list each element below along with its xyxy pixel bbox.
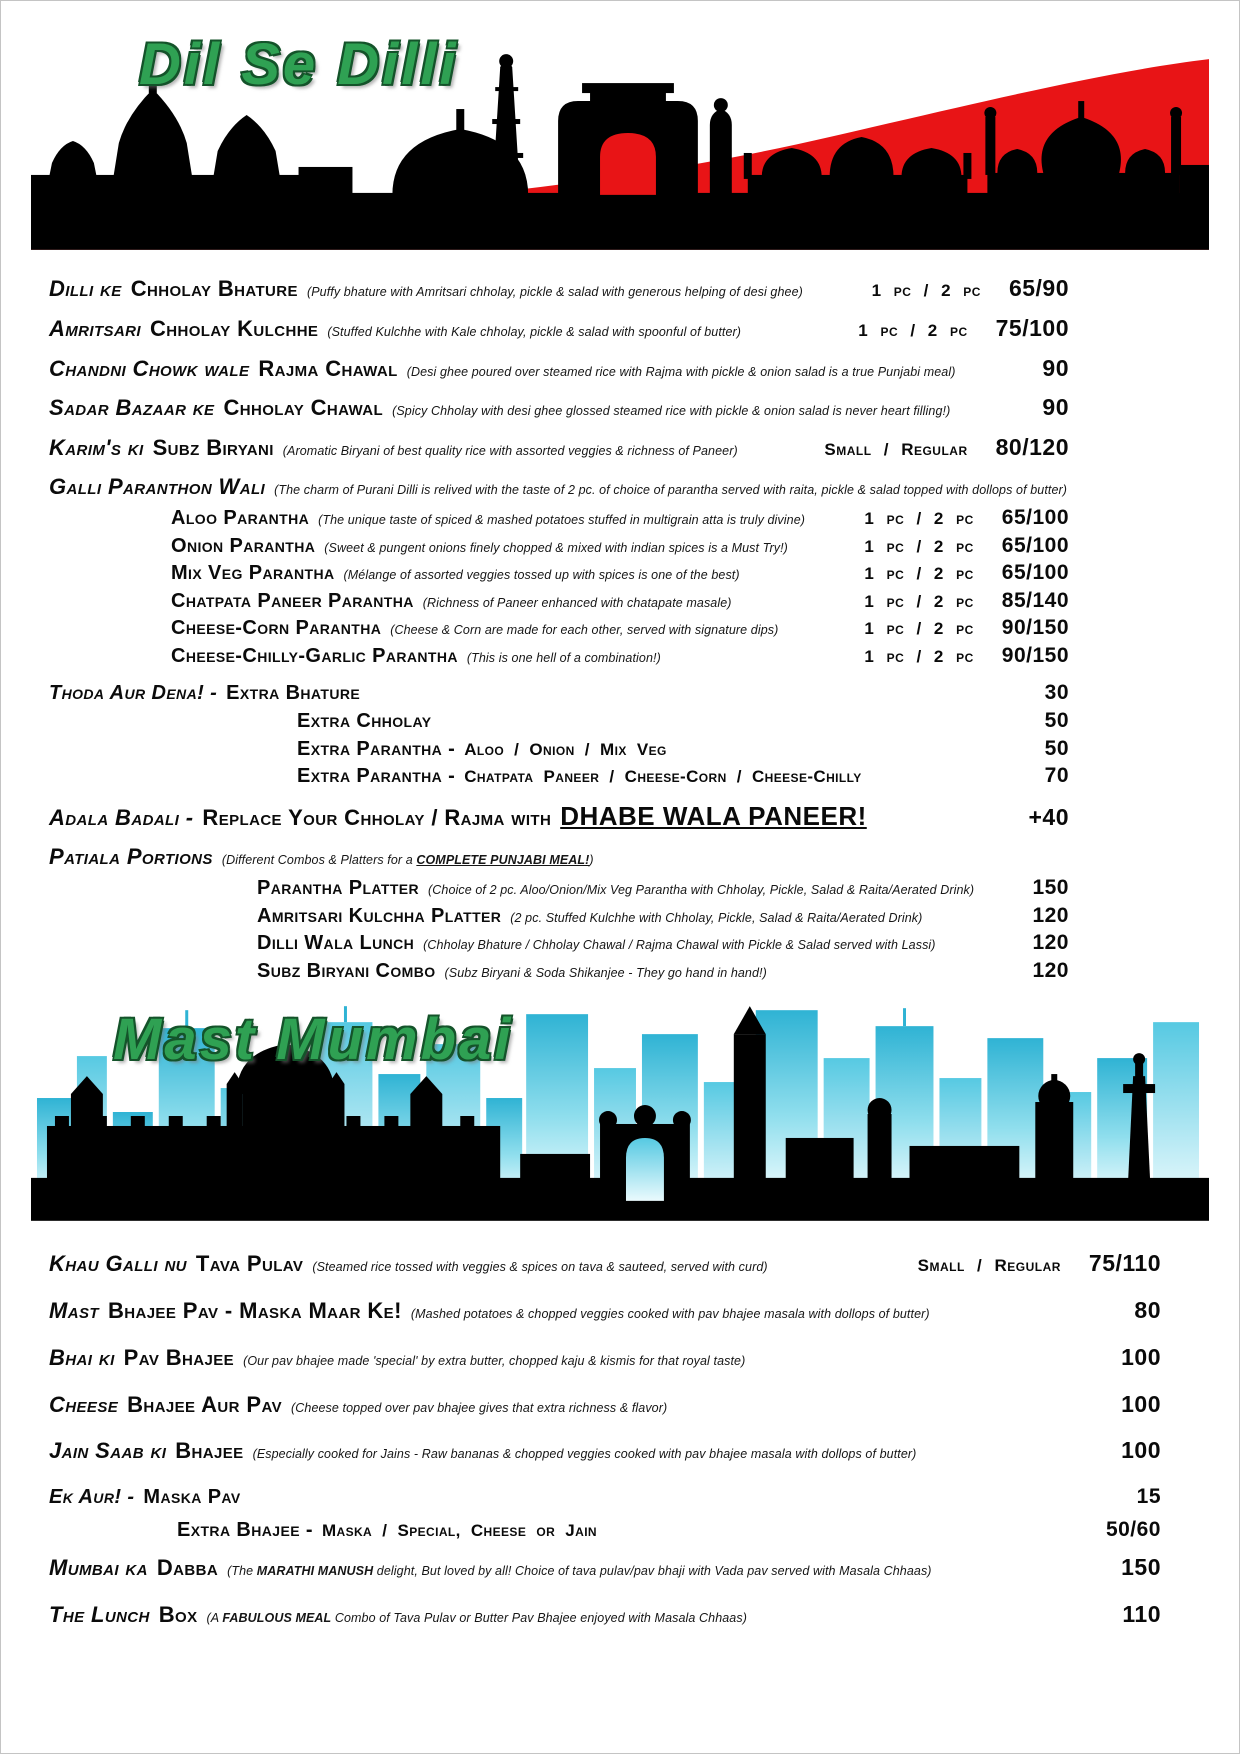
item-name: Tava Pulav bbox=[195, 1251, 304, 1277]
menu-item-row bbox=[49, 534, 1069, 558]
menu-item-row bbox=[49, 1485, 1161, 1509]
item-price: +40 bbox=[1028, 803, 1069, 830]
item-price: 120 bbox=[1032, 903, 1069, 927]
item-description-bold: MARATHI MANUSH bbox=[256, 1564, 374, 1579]
item-price: 150 bbox=[1121, 1554, 1161, 1581]
item-price: 150 bbox=[1032, 876, 1069, 900]
mumbai-skyline-illustration bbox=[31, 1006, 1209, 1221]
item-description: (This is one hell of a combination!) bbox=[466, 650, 661, 665]
item-name: Pav Bhajee bbox=[123, 1344, 235, 1370]
mumbai-menu-list bbox=[49, 1251, 1161, 1627]
menu-item-row bbox=[49, 1392, 1161, 1418]
item-description-bold: FABULOUS MEAL bbox=[222, 1610, 332, 1625]
menu-item-row bbox=[49, 506, 1069, 530]
item-description bbox=[207, 1611, 747, 1625]
item-description: (The charm of Purani Dilli is relived with the taste of 2 pc. of choice of parantha served with raita, pickle & salad topped with dollops of butter) bbox=[274, 482, 1068, 497]
item-name: Extra Bhajee - bbox=[177, 1518, 313, 1541]
item-name: Box bbox=[158, 1601, 198, 1627]
item-name-lead: Dilli ke bbox=[49, 276, 122, 301]
item-description: (Stuffed Kulchhe with Kale chholay, pickle & salad with spoonful of butter) bbox=[327, 324, 742, 339]
menu-item-row bbox=[49, 561, 1069, 585]
portion-label: 1 pc / 2 pc bbox=[864, 564, 974, 584]
item-description-pre: (Different Combos & Platters for a bbox=[221, 852, 417, 867]
item-price: 80/120 bbox=[995, 434, 1069, 460]
item-text-group bbox=[171, 562, 740, 584]
menu-item-row bbox=[49, 395, 1069, 421]
item-name-lead: Adala Badali - bbox=[49, 804, 194, 830]
item-price: 65/100 bbox=[1001, 533, 1069, 557]
item-name-lead: Jain Saab ki bbox=[49, 1438, 167, 1464]
menu-item-row bbox=[49, 904, 1069, 928]
item-price: 100 bbox=[1121, 1343, 1161, 1370]
item-description-post: ) bbox=[589, 852, 594, 867]
item-price: 90 bbox=[1042, 354, 1069, 381]
item-text-group bbox=[171, 617, 778, 639]
menu-item-row bbox=[49, 435, 1069, 461]
item-name-lead: Bhai ki bbox=[49, 1344, 115, 1370]
item-text-group bbox=[171, 590, 732, 612]
mumbai-banner bbox=[31, 1006, 1209, 1221]
delhi-section-title: Dil Se Dilli bbox=[139, 32, 459, 97]
item-price: 100 bbox=[1121, 1390, 1161, 1417]
menu-item-row bbox=[49, 589, 1069, 613]
item-text-group bbox=[49, 1252, 768, 1277]
portion-label: Small / Regular bbox=[824, 440, 968, 459]
menu-item-row bbox=[49, 1251, 1161, 1277]
item-name: Chholay Chawal bbox=[223, 395, 384, 421]
menu-item-row bbox=[49, 644, 1069, 668]
item-description-bold: COMPLETE PUNJABI MEAL! bbox=[416, 852, 590, 867]
item-name: Parantha Platter bbox=[257, 877, 420, 900]
item-price: 80 bbox=[1134, 1297, 1161, 1324]
item-description: (Subz Biryani & Soda Shikanjee - They go hand in hand!) bbox=[444, 965, 767, 980]
menu-item-row bbox=[49, 802, 1069, 831]
menu-item-row bbox=[49, 959, 1069, 983]
item-name: Cheese-Chilly-Garlic Parantha bbox=[171, 644, 458, 667]
item-text-group bbox=[257, 877, 974, 899]
item-name-lead: Chandni Chowk wale bbox=[49, 355, 250, 381]
item-text-group bbox=[49, 396, 950, 421]
item-text-group bbox=[257, 905, 922, 927]
item-name-lead: Karim's ki bbox=[49, 435, 144, 460]
item-text-group bbox=[49, 682, 369, 704]
item-name: Chholay Kulchhe bbox=[149, 315, 319, 341]
item-name: Bhajee Pav - Maska Maar Ke! bbox=[107, 1298, 402, 1324]
menu-item-row bbox=[49, 1298, 1161, 1324]
item-name-lead: Patiala Portions bbox=[49, 843, 213, 869]
menu-section-header bbox=[49, 845, 1069, 870]
item-name: Dabba bbox=[156, 1555, 219, 1581]
item-name: Dilli Wala Lunch bbox=[257, 932, 415, 955]
item-name: Extra Parantha - bbox=[297, 765, 456, 788]
item-price: 120 bbox=[1032, 958, 1069, 982]
item-description-post: Combo of Tava Pulav or Butter Pav Bhajee enjoyed with Masala Chhaas) bbox=[331, 1610, 747, 1625]
item-name: Extra Bhature bbox=[226, 682, 361, 705]
item-price: 65/90 bbox=[1008, 275, 1069, 301]
item-text-group bbox=[297, 710, 440, 732]
menu-item-row bbox=[49, 356, 1069, 382]
item-name-lead: The Lunch bbox=[49, 1601, 150, 1627]
item-price: 110 bbox=[1122, 1600, 1161, 1627]
item-name-lead: Khau Galli nu bbox=[49, 1251, 187, 1277]
item-text-group bbox=[171, 535, 788, 557]
menu-item-row bbox=[49, 1602, 1161, 1628]
item-text-group bbox=[297, 738, 667, 760]
item-name-lead: Amritsari bbox=[49, 315, 141, 341]
item-name: Replace Your Chholay / Rajma with bbox=[202, 804, 552, 830]
portion-label: 1 pc / 2 pc bbox=[871, 281, 981, 300]
item-text-group bbox=[49, 317, 741, 342]
item-name-lead: Thoda Aur Dena! - bbox=[49, 682, 218, 705]
item-name: Subz Biryani bbox=[152, 435, 274, 460]
item-price: 50 bbox=[1044, 736, 1069, 760]
item-text-group bbox=[49, 277, 803, 302]
item-name: Subz Biryani Combo bbox=[257, 959, 436, 982]
item-description: (Puffy bhature with Amritsari chholay, pickle & salad with generous helping of desi ghee) bbox=[306, 285, 803, 299]
item-price: 50/60 bbox=[1105, 1517, 1161, 1541]
item-text-group bbox=[49, 357, 955, 382]
item-description: (Richness of Paneer enhanced with chatapate masale) bbox=[422, 595, 732, 610]
menu-item-row bbox=[49, 1518, 1161, 1542]
item-name: Amritsari Kulchha Platter bbox=[257, 904, 502, 927]
item-name-options: Chatpata Paneer / Cheese-Corn / Cheese-Chilly bbox=[464, 767, 862, 787]
item-description: (Steamed rice tossed with veggies & spices on tava & sauteed, served with curd) bbox=[312, 1260, 768, 1275]
item-text-group bbox=[257, 960, 767, 982]
item-text-group bbox=[49, 475, 1067, 500]
item-name: Onion Parantha bbox=[171, 534, 316, 557]
menu-item-row bbox=[49, 1345, 1161, 1371]
item-text-group bbox=[177, 1519, 597, 1541]
item-price: 75/110 bbox=[1088, 1250, 1161, 1277]
item-description: (Mashed potatoes & chopped veggies cooked with pav bhajee masala with dollops of butter) bbox=[410, 1307, 930, 1322]
item-name-lead: Sadar Bazaar ke bbox=[49, 395, 215, 421]
mumbai-section-title: Mast Mumbai bbox=[113, 1007, 514, 1073]
item-text-group bbox=[49, 1603, 747, 1628]
item-name: Extra Parantha - bbox=[297, 737, 456, 760]
item-description: (Mélange of assorted veggies tossed up with spices is one of the best) bbox=[343, 568, 740, 583]
item-description bbox=[222, 853, 594, 867]
portion-label: 1 pc / 2 pc bbox=[864, 619, 974, 639]
item-name: Bhajee bbox=[175, 1438, 244, 1464]
item-name: Chholay Bhature bbox=[130, 276, 298, 301]
portion-label: 1 pc / 2 pc bbox=[864, 509, 974, 529]
item-price: 65/100 bbox=[1001, 561, 1069, 585]
menu-item-row bbox=[49, 1438, 1161, 1464]
item-price: 90/150 bbox=[1001, 616, 1069, 640]
item-price: 90 bbox=[1042, 394, 1069, 421]
item-text-group bbox=[49, 1393, 667, 1418]
item-text-group bbox=[49, 1439, 916, 1464]
menu-section-header bbox=[49, 475, 1069, 500]
portion-label: 1 pc / 2 pc bbox=[864, 591, 974, 611]
menu-item-row bbox=[49, 616, 1069, 640]
delhi-banner bbox=[31, 25, 1209, 250]
item-price: 70 bbox=[1044, 764, 1069, 788]
item-name-options: Aloo / Onion / Mix Veg bbox=[464, 739, 667, 759]
delhi-menu-list bbox=[49, 276, 1069, 982]
menu-item-row bbox=[49, 737, 1069, 761]
item-price: 90/150 bbox=[1001, 643, 1069, 667]
item-text-group bbox=[49, 436, 738, 461]
item-price: 50 bbox=[1044, 708, 1069, 732]
item-text-group bbox=[49, 845, 594, 870]
menu-item-row bbox=[49, 764, 1069, 788]
item-name: Aloo Parantha bbox=[171, 507, 310, 530]
menu-item-row bbox=[49, 276, 1069, 302]
item-price: 85/140 bbox=[1001, 588, 1069, 612]
item-text-group bbox=[257, 932, 936, 954]
item-text-group bbox=[297, 765, 862, 787]
item-name-lead: Galli Paranthon Wali bbox=[49, 473, 266, 499]
delhi-skyline-illustration bbox=[31, 25, 1209, 250]
menu-item-row bbox=[49, 1555, 1161, 1581]
item-text-group bbox=[171, 645, 661, 667]
item-text-group bbox=[49, 1556, 932, 1581]
item-description: (Aromatic Biryani of best quality rice with assorted veggies & richness of Paneer) bbox=[282, 444, 738, 458]
item-text-group bbox=[49, 1486, 250, 1508]
item-name: Rajma Chawal bbox=[258, 355, 398, 381]
item-description-post: delight, But loved by all! Choice of tava pulav/pav bhaji with Vada pav served with Masala Chhaas) bbox=[373, 1564, 932, 1579]
item-description: (Chholay Bhature / Chholay Chawal / Rajma Chawal with Pickle & Salad served with Lassi) bbox=[423, 938, 936, 953]
item-price: 65/100 bbox=[1001, 506, 1069, 530]
item-name: Bhajee Aur Pav bbox=[127, 1391, 283, 1417]
portion-label: Small / Regular bbox=[917, 1256, 1061, 1276]
item-description: (Desi ghee poured over steamed rice with Rajma with pickle & onion salad is a true Punjabi meal) bbox=[406, 364, 956, 379]
portion-label: 1 pc / 2 pc bbox=[864, 646, 974, 666]
item-description: (Our pav bhajee made 'special' by extra butter, chopped kaju & kismis for that royal taste) bbox=[243, 1353, 746, 1368]
item-price: 100 bbox=[1121, 1437, 1161, 1464]
item-name-lead: Cheese bbox=[49, 1391, 119, 1417]
item-description: (Cheese topped over pav bhajee gives that extra richness & flavor) bbox=[291, 1400, 668, 1415]
portion-label: 1 pc / 2 pc bbox=[858, 320, 968, 340]
item-name: Cheese-Corn Parantha bbox=[171, 617, 382, 640]
item-name: Maska Pav bbox=[143, 1486, 241, 1509]
item-name: Mix Veg Parantha bbox=[171, 562, 335, 585]
item-name-lead: Ek Aur! - bbox=[49, 1486, 135, 1509]
item-description: (Spicy Chholay with desi ghee glossed steamed rice with pickle & onion salad is never heart filling!) bbox=[392, 404, 951, 419]
menu-item-row bbox=[49, 876, 1069, 900]
item-text-group bbox=[49, 1299, 930, 1324]
item-text-group bbox=[49, 1346, 745, 1371]
item-text-group bbox=[49, 802, 875, 831]
item-price: 75/100 bbox=[995, 314, 1069, 341]
item-description-pre: (A bbox=[206, 1610, 223, 1625]
item-name-options: Maska / Special, Cheese or Jain bbox=[321, 1520, 597, 1540]
menu-item-row bbox=[49, 316, 1069, 342]
item-description: (Especially cooked for Jains - Raw bananas & chopped veggies cooked with pav bhajee masala with dollops of butter) bbox=[252, 1447, 917, 1462]
item-name-lead: Mast bbox=[49, 1298, 99, 1324]
item-description: (The unique taste of spiced & mashed potatoes stuffed in multigrain atta is truly divine) bbox=[318, 513, 806, 528]
item-text-group bbox=[171, 507, 805, 529]
menu-item-row bbox=[49, 681, 1069, 705]
item-description bbox=[227, 1564, 931, 1578]
item-name: Extra Chholay bbox=[297, 709, 432, 732]
item-description: (2 pc. Stuffed Kulchhe with Chholay, Pickle, Salad & Raita/Aerated Drink) bbox=[510, 910, 923, 925]
menu-item-row bbox=[49, 709, 1069, 733]
item-description: (Cheese & Corn are made for each other, served with signature dips) bbox=[390, 623, 779, 638]
menu-item-row bbox=[49, 931, 1069, 955]
item-description: (Choice of 2 pc. Aloo/Onion/Mix Veg Parantha with Chholay, Pickle, Salad & Raita/Aerated Drink) bbox=[428, 883, 975, 898]
portion-label: 1 pc / 2 pc bbox=[864, 536, 974, 556]
item-price: 120 bbox=[1032, 931, 1069, 955]
item-name-highlight: DHABE WALA PANEER! bbox=[560, 800, 867, 831]
item-name-lead: Mumbai ka bbox=[49, 1555, 148, 1581]
item-price: 30 bbox=[1044, 681, 1069, 705]
item-price: 15 bbox=[1136, 1485, 1161, 1509]
item-description: (Sweet & pungent onions finely chopped & mixed with indian spices is a Must Try!) bbox=[324, 540, 788, 555]
item-name: Chatpata Paneer Parantha bbox=[171, 589, 414, 612]
item-description-pre: (The bbox=[227, 1564, 257, 1579]
